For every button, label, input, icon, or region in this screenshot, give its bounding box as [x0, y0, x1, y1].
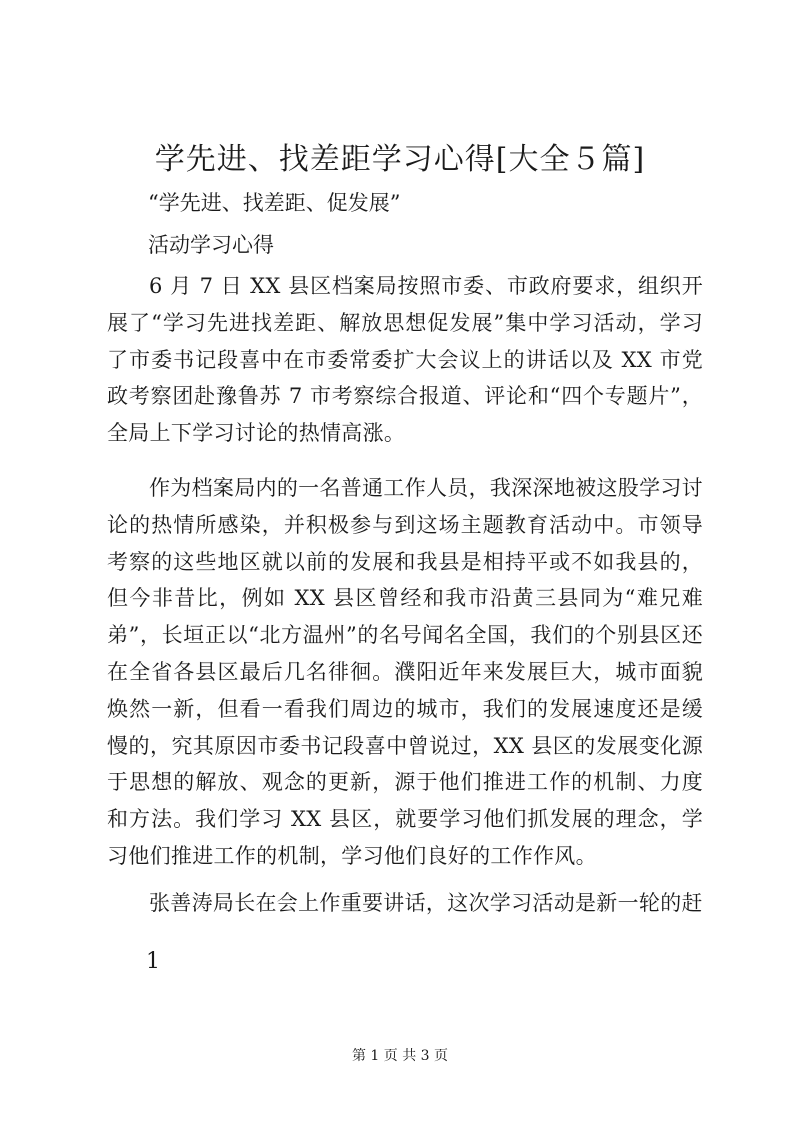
page-number-marker: 1: [146, 949, 160, 974]
paragraph-1: 6 月 7 日 XX 县区档案局按照市委、市政府要求，组织开展了“学习先进找差距、解放思想促发展”集中学习活动，学习了市委书记段喜中在市委常委扩大会议上的讲话以及 XX 市党政考察团赴豫鲁苏 7 市考察综合报道、评论和“四个专题片”，全局上下学习讨论的热情高涨。: [107, 274, 703, 446]
paragraph-3: 张善涛局长在会上作重要讲话，这次学习活动是新一轮的赶: [149, 891, 703, 915]
paragraph-2: 作为档案局内的一名普通工作人员，我深深地被这股学习讨论的热情所感染，并积极参与到这场主题教育活动中。市领导考察的这些地区就以前的发展和我县是相持平或不如我县的，但今非昔比，例如 XX 县区曾经和我市沿黄三县同为“难兄难弟”，长垣正以“北方温州”的名号闻名全国，我们的个别县区还在全省各县区最后几名徘徊。濮阳近年来发展巨大，城市面貌焕然一新，但看一看我们周边的城市，我们的发展速度还是缓慢的，究其原因市委书记段喜中曾说过，XX 县区的发展变化源于思想的解放、观念的更新，源于他们推进工作的机制、力度和方法。我们学习 XX 县区，就要学习他们抓发展的理念，学习他们推进工作的机制，学习他们良好的工作作风。: [107, 476, 703, 868]
subtitle-line-1: “学先进、找差距、促发展”: [148, 191, 401, 215]
page-footer: 第 1 页 共 3 页: [351, 1048, 449, 1064]
subtitle-line-2: 活动学习心得: [148, 233, 274, 257]
document-title: 学先进、找差距学习心得[大全５篇]: [154, 142, 646, 177]
